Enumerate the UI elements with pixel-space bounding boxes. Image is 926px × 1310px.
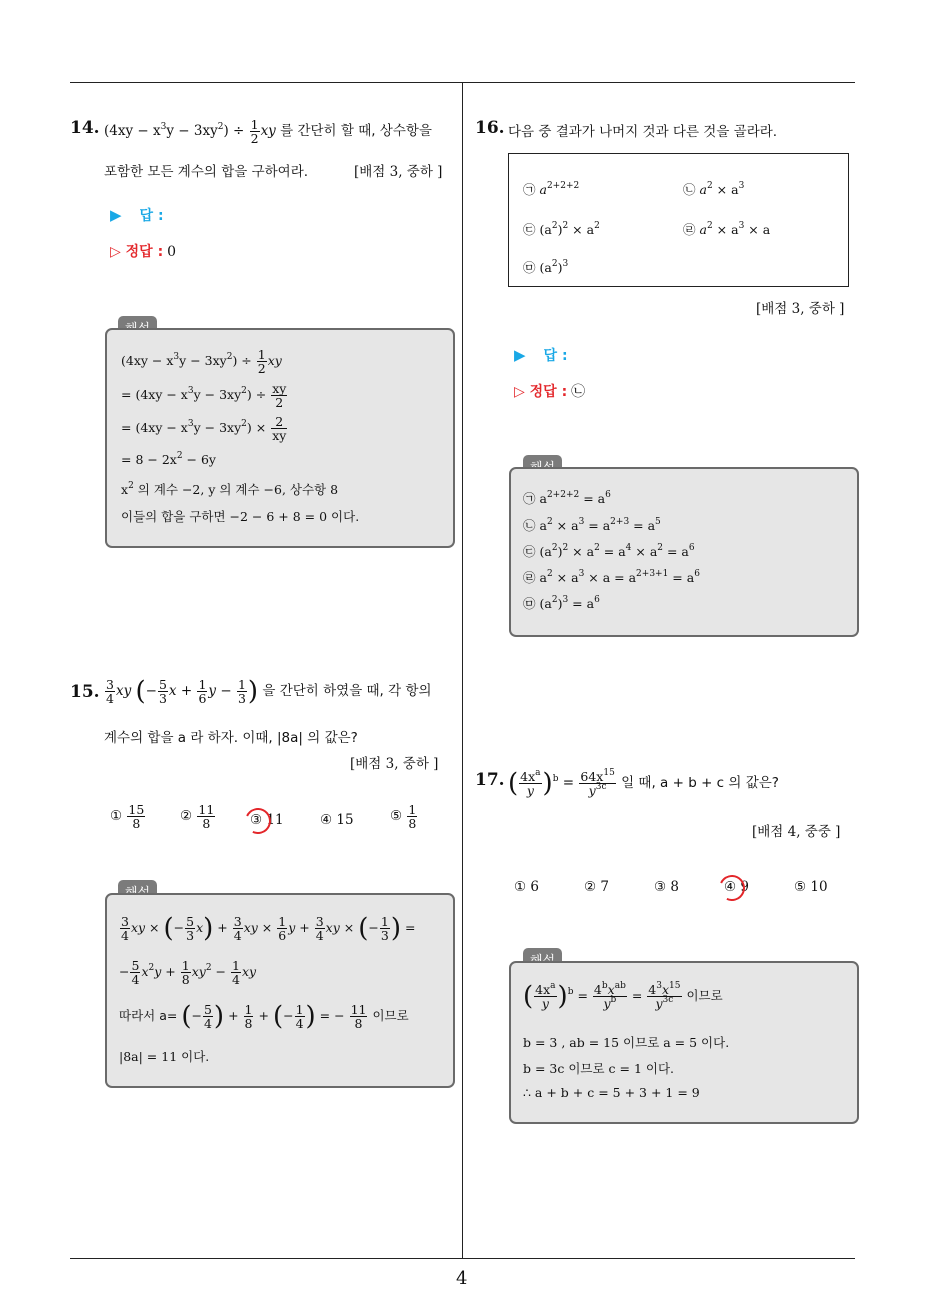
q14-sol-line3: = $(4xy - x^3y - 3xy^2)$ × $\frac{2}{xy}$ [121,414,287,444]
q16-option-a[interactable]: ㉠ $a^{2+2+2}$ [523,181,580,197]
q16-question: 다음 중 결과가 나머지 것과 다른 것을 골라라. [508,124,778,140]
q16-option-e[interactable]: ㉤ $(a^2)^3$ [523,259,569,275]
q15-sol-line3: 따라서 a= (− $\frac{5}{4}$ ) + $\frac{1}{8}$ + (− $\frac{1}{4}$ ) = − $\frac{11}{8}$ 이므로 [119,1001,409,1032]
q16-sol-b: ㉡ $a^2 \times a^3 = a^{2+3} = a^5$ [523,517,661,533]
column-divider [462,83,463,1258]
q15-sol-line2: − $\frac{5}{4}$ $x^2y$ + $\frac{1}{8}$ $xy^2$ − $\frac{1}{4}$ xy [119,958,257,988]
q15-choice-2[interactable]: ② $\frac{11}{8}$ [180,802,215,832]
q16-correct-value: ㉡ [571,384,586,400]
q16-answer-label: ▶ 답 : [514,346,568,364]
selected-answer-circle [241,804,274,837]
q14-sol-line6: 이들의 합을 구하면 −2 − 6 + 8 = 0 이다. [121,509,360,524]
selected-answer-circle [715,871,748,904]
q16-option-d[interactable]: ㉣ $a^2 \times a^3 \times a$ [683,221,771,237]
q14-sol-line5: $x^2$ 의 계수 −2, y 의 계수 −6, 상수항 8 [121,481,339,497]
q17-choice-4[interactable]: ④ 9 [724,879,749,895]
q15-sol-line4: |8a| = 11 이다. [119,1049,210,1064]
q16-number: 16. [475,118,505,138]
q14-sol-line2: = $(4xy - x^3y - 3xy^2)$ ÷ $\frac{xy}{2}$ [121,381,287,411]
q15-solution-box [105,893,455,1088]
q15-choice-3[interactable]: ③ 11 [250,812,284,828]
q15-line2: 계수의 합을 a 라 하자. 이때, |8a| 의 값은? [104,730,358,746]
play-icon: ▶ [110,206,122,224]
q16-sol-c: ㉢ $(a^2)^2 \times a^2 = a^4 \times a^2 = a^6$ [523,543,695,559]
q14-answer-label: ▶ 답 : [110,206,164,224]
q17-points: [배점 4, 중중 ] [752,824,841,840]
q16-options-box [508,153,849,287]
q15-choice-1[interactable]: ① $\frac{15}{8}$ [110,802,145,832]
q17-number: 17. [475,770,505,790]
q14-expr-a: (4xy − x [104,123,161,140]
q17-solution-box [509,961,859,1124]
play-icon: ▶ [514,346,526,364]
q17-choice-2[interactable]: ② 7 [584,879,609,895]
q16-option-c[interactable]: ㉢ $(a^2)^2 \times a^2$ [523,221,600,237]
q17-sol-line4: ∴ a + b + c = 5 + 3 + 1 = 9 [523,1085,700,1100]
q15-choice-4[interactable]: ④ 15 [320,812,354,828]
q17-choice-5[interactable]: ⑤ 10 [794,879,828,895]
q16-sol-a: ㉠ $a^{2+2+2} = a^6$ [523,490,611,506]
q16-sol-e: ㉤ $(a^2)^3 = a^6$ [523,595,600,611]
q15-sol-line1: $\frac{3}{4}$ xy × (− $\frac{5}{3}$ x) + $\frac{3}{4}$ xy × $\frac{1}{6}$ y + $\frac{3}{4}$ xy × (− $\frac{1}{3}$ ) = [121,913,416,944]
q16-option-b[interactable]: ㉡ $a^2 \times a^3$ [683,181,745,197]
outline-triangle-icon: ▷ [110,244,126,260]
q14-line2: 포함한 모든 계수의 합을 구하여라. [104,164,309,180]
outline-triangle-icon: ▷ [514,384,530,400]
q16-points: [배점 3, 중하 ] [756,301,845,317]
q14-correct: ▷ 정답 : 0 [110,244,177,260]
q14-number: 14. [70,118,100,138]
q14-sol-line4: = $8 - 2x^2 - 6y$ [121,451,216,467]
q16-correct: ▷ 정답 : ㉡ [514,384,586,400]
q15-number: 15. [70,682,100,702]
q14-sol-line1: $(4xy - x^3y - 3xy^2)$ ÷ $\frac{1}{2}$ xy [121,347,282,377]
q14-correct-value: 0 [167,244,177,260]
q16-sol-d: ㉣ $a^2 \times a^3 \times a = a^{2+3+1} = a^6$ [523,569,700,585]
bottom-rule [70,1258,855,1259]
q14-points: [배점 3, 중하 ] [354,164,443,180]
q14-solution-box [105,328,455,548]
q15-line1: $\frac{3}{4}$ xy (− $\frac{5}{3}$ x + $\frac{1}{6}$ y − $\frac{1}{3}$ ) 을 간단히 하였을 때, 각 항의 [106,676,432,707]
q17-sol-line2: b = 3 , ab = 15 이므로 a = 5 이다. [523,1035,730,1050]
q17-line1: ( $\frac{4x^a}{y}$ )$^b$ = $\frac{64x^{15}}{y^{3c}}$ 일 때, a + b + c 의 값은? [508,768,779,799]
q17-sol-line1: ( $\frac{4x^a}{y}$ )$^b$ = $\frac{4^bx^{ab}}{y^b}$ = $\frac{4^3x^{15}}{y^{3c}}$ 이므로 [523,981,723,1012]
q14-half-frac: $\frac{1}{2}$ [250,117,259,147]
q14-text1: 를 간단히 할 때, 상수항을 [280,123,432,140]
q15-choice-5[interactable]: ⑤ $\frac{1}{8}$ [390,802,417,832]
q14-line1: $(4xy - x^3y - 3xy^2)$ ÷ $\frac{1}{2}$ xy 를 간단히 할 때, 상수항을 [104,117,432,147]
page-number: 4 [456,1268,468,1289]
q17-sol-line3: b = 3c 이므로 c = 1 이다. [523,1061,675,1076]
q15-points: [배점 3, 중하 ] [350,756,439,772]
q17-choice-1[interactable]: ① 6 [514,879,539,895]
q16-solution-box [509,467,859,637]
q17-choice-3[interactable]: ③ 8 [654,879,679,895]
